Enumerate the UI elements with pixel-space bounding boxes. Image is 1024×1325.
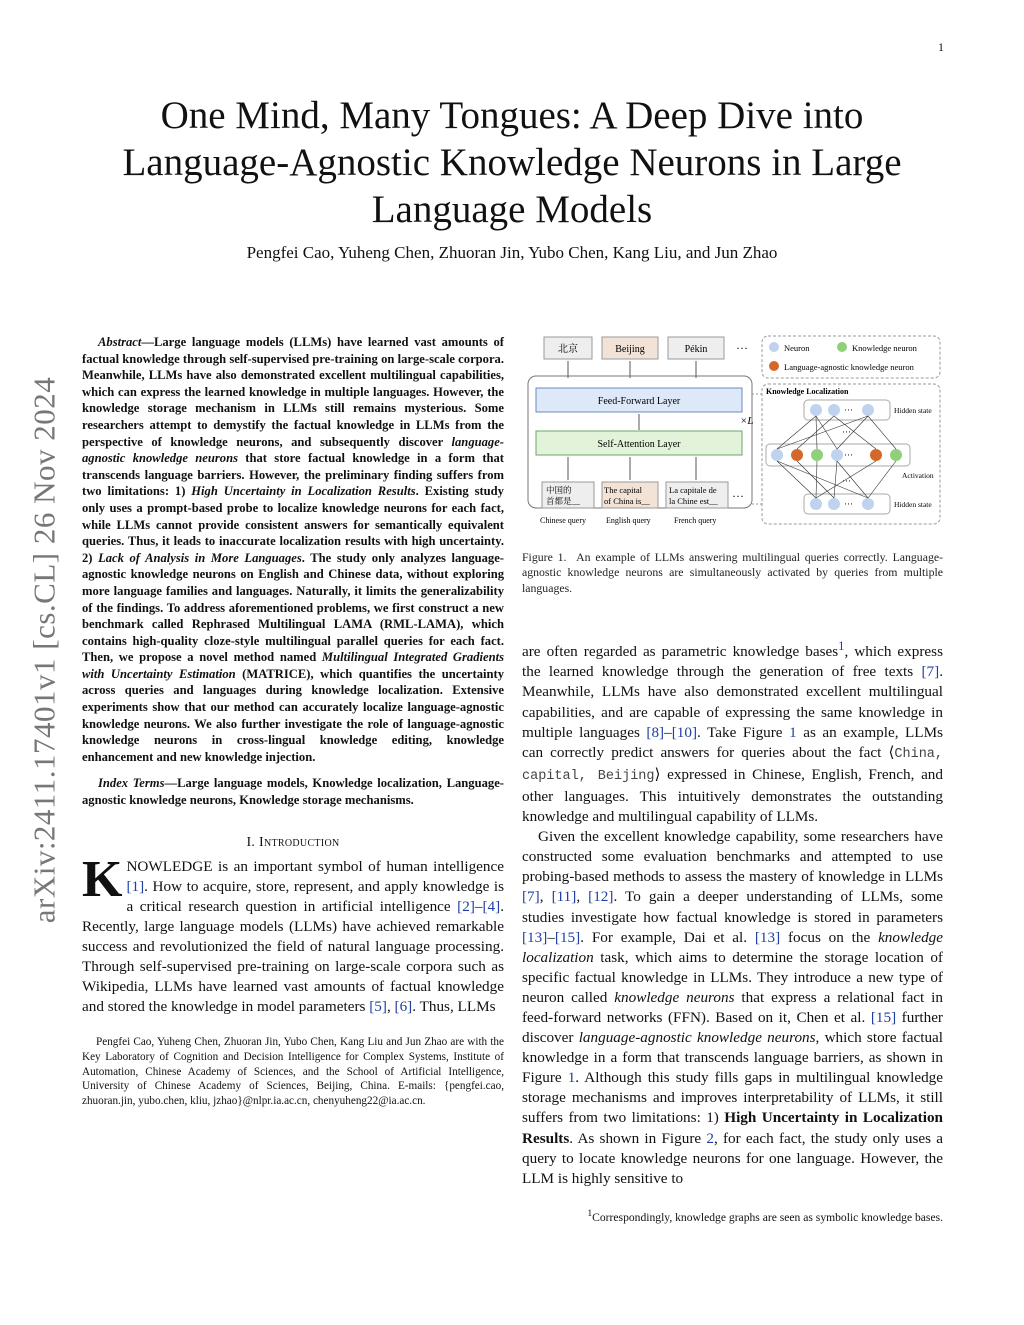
body-text: focus on the <box>780 928 879 946</box>
body-text: that express a relational fact in feed-forward networks (FFN). Based on it, Chen et al. <box>522 988 943 1026</box>
neuron <box>862 404 874 416</box>
body-text: as an example, LLMs can correctly predict answers for queries about the fact ⟨ <box>522 723 943 761</box>
section-number: I. <box>246 834 260 850</box>
abstract-emph: High Uncertainty in Localization Results <box>191 484 416 499</box>
body-text: . To gain a deeper understanding of LLMs, some studies investigate how factual knowledge is stored in parameters <box>522 888 944 926</box>
intro-text: – <box>474 897 483 915</box>
citation-link[interactable]: [11] <box>551 888 577 906</box>
agnostic-neuron <box>870 449 882 461</box>
neuron <box>828 498 840 510</box>
legend-label: Language-agnostic knowledge neuron <box>784 362 914 372</box>
body-bold: High Uncertainty in Localization Results <box>522 1109 943 1147</box>
citation-link[interactable]: [15] <box>554 928 581 946</box>
body-text: , which store factual knowledge in a form that transcends language barriers, as shown in Figure <box>522 1029 944 1087</box>
abstract-emph: Multilingual Integrated Gradients with Uncertainty Estimation <box>82 650 504 681</box>
body-text: . For example, Dai et al. <box>580 928 755 946</box>
attn-label: Self-Attention Layer <box>597 439 681 450</box>
footnote <box>522 1205 943 1225</box>
index-terms-label: Index Terms <box>98 776 165 791</box>
method-acronym: MATRICE <box>246 666 307 681</box>
page-number: 1 <box>938 40 944 54</box>
body-emph: knowledge neurons <box>614 988 735 1006</box>
body-text: task, which aims to determine the storage location of specific factual knowledge in LLMs. They introduce a new type of neuron called <box>522 948 943 1006</box>
input-text: 中国的 <box>546 485 572 495</box>
query-label: French query <box>674 516 717 525</box>
knowledge-neuron <box>811 449 823 461</box>
localization-title: Knowledge Localization <box>766 387 849 396</box>
author-list: Pengfei Cao, Yuheng Chen, Zhuoran Jin, Yubo Chen, Kang Liu, and Jun Zhao <box>246 243 778 262</box>
citation-link[interactable]: [15] <box>870 1008 897 1026</box>
output-label: 北京 <box>558 344 578 355</box>
body-text: further discover <box>522 1008 943 1047</box>
knowledge-legend-dot <box>837 342 847 352</box>
abstract-text: that store factual knowledge in a form that transcends language barriers. However, the preliminary finding suffers from two limitations: 1) <box>82 451 505 499</box>
citation-link[interactable]: [12] <box>588 888 614 906</box>
intro-text: , <box>386 998 395 1016</box>
neuron-legend-dot <box>769 342 779 352</box>
legend-label: Knowledge neuron <box>852 343 917 353</box>
ellipsis: ··· <box>736 341 748 355</box>
body-text: . Although this study fills gaps in multilingual knowledge storage mechanisms and improves interpretability of LLMs, it still suffers from two limitations: 1) <box>522 1069 943 1127</box>
index-terms <box>82 775 504 808</box>
figure-ref-link[interactable]: 1 <box>567 1069 576 1087</box>
hidden-state-label: Hidden state <box>894 406 932 415</box>
caption-text: An example of LLMs answering multilingual queries correctly. Language-agnostic knowledge neurons are simultaneously activated by queries from multiple languages. <box>522 550 944 595</box>
input-text: La capitale de <box>669 485 717 495</box>
abstract-emph: language-agnostic knowledge neurons <box>82 434 504 466</box>
intro-paragraph <box>82 850 504 1018</box>
body-emph: language-agnostic knowledge neurons <box>578 1029 816 1047</box>
citation-link[interactable]: [13] <box>754 928 781 946</box>
figure-1 <box>522 334 943 534</box>
knowledge-neuron <box>890 449 902 461</box>
ffn-label: Feed-Forward Layer <box>597 396 681 407</box>
caption-label: Figure 1. <box>522 550 567 564</box>
body-text: , <box>576 888 589 906</box>
body-text: , <box>539 888 552 906</box>
footnote-number: 1 <box>587 1207 593 1219</box>
fact-triple: China, capital, Beijing <box>522 746 943 784</box>
left-column <box>82 334 504 1108</box>
citation-link[interactable]: [7] <box>522 888 540 906</box>
paragraph <box>522 827 943 1189</box>
citation-link[interactable]: [4] <box>482 897 501 915</box>
abstract-label: Abstract <box>98 335 142 349</box>
affiliation-footnote: Pengfei Cao, Yuheng Chen, Zhuoran Jin, Yubo Chen, Kang Liu and Jun Zhao are with the Key Laboratory of Cognition and Decision Intelligence for Complex Systems, Institute of Automation, Chinese Academy of Sciences, and the School of Artificial Intelligence, University of Chinese Academy of Sciences, Beijing, China. E-mails: {pengfei.cao, zhuoran.jin, yubo.chen, kliu, jzhao}@nlpr.ia.ac.cn, chenyuheng22@ia.ac.cn. <box>82 1036 504 1107</box>
arxiv-stamp-text: arXiv:2411.17401v1 [cs.CL] 26 Nov 2024 <box>26 376 62 924</box>
legend-label: Neuron <box>784 343 810 353</box>
right-body <box>522 636 943 1189</box>
body-text: ⟩ expressed in Chinese, English, French, and other languages. This intuitively demonstrates the outstanding knowledge and multilingual capability of LLMs. <box>522 765 943 826</box>
citation-link[interactable]: [13] <box>522 928 548 946</box>
footnote-text: Correspondingly, knowledge graphs are seen as symbolic knowledge bases. <box>592 1210 943 1224</box>
citation-link[interactable]: [5] <box>369 998 387 1016</box>
activation-label: Activation <box>902 471 934 480</box>
intro-text: . How to acquire, store, represent, and apply knowledge is a critical research question in artificial intelligence <box>126 877 504 915</box>
intro-text: . Thus, LLMs <box>412 998 496 1016</box>
body-text: , for each fact, the study only uses a query to locate knowledge neurons for one language. However, the LLM is highly sensitive to <box>522 1129 943 1187</box>
abstract-text: ( <box>235 666 247 681</box>
arxiv-stamp <box>28 350 60 950</box>
drop-cap: K <box>82 850 123 908</box>
section-title: Introduction <box>259 834 340 850</box>
figure-ref-link[interactable]: 1 <box>789 723 797 741</box>
agnostic-neuron <box>791 449 803 461</box>
body-text: Given the excellent knowledge capability, some researchers have constructed some evaluation benchmarks and attempted to use probing-based methods to assess the mastery of knowledge in LLMs <box>522 828 943 886</box>
layer-multiplier: ×L <box>740 415 754 427</box>
query-label: English query <box>606 516 651 525</box>
right-column <box>522 334 943 1225</box>
footnote-mark[interactable]: 1 <box>838 639 845 654</box>
ellipsis: ··· <box>844 450 853 460</box>
ellipsis: ··· <box>842 427 851 437</box>
ellipsis: ··· <box>732 489 744 503</box>
neuron <box>831 449 843 461</box>
neuron <box>810 498 822 510</box>
paragraph <box>522 636 943 827</box>
abstract-text: —Large language models (LLMs) have learned vast amounts of factual knowledge through self-supervised pre-training on large-scale corpora. Meanwhile, LLMs have also demonstrated excellent multilingual capabilities, which can express the learned knowledge in multiple languages. However, the knowledge storage mechanism in LLMs still remains mysterious. Some researchers attempt to demystify the factual knowledge in LLMs from the perspective of knowledge neurons, and subsequently discover <box>82 335 504 449</box>
ellipsis: ··· <box>844 405 853 415</box>
intro-text: NOWLEDGE is an important symbol of human intelligence <box>126 857 504 875</box>
intro-text: . Recently, large language models (LLMs) have achieved remarkable success and revolutionized the field of natural language processing. Through self-supervised pre-training on large-scale corpora such as Wikipedia, LLMs have learned vast amounts of factual knowledge and stored the knowledge in model parameters <box>82 897 504 1016</box>
query-label: Chinese query <box>540 516 586 525</box>
abstract-emph: Lack of Analysis in More Languages <box>98 550 302 565</box>
neuron <box>828 404 840 416</box>
neuron <box>862 498 874 510</box>
figure-ref-link[interactable]: 2 <box>706 1129 714 1147</box>
input-text: The capital <box>604 485 642 495</box>
figure-caption <box>522 550 943 596</box>
agnostic-legend-dot <box>769 361 779 371</box>
hidden-state-label: Hidden state <box>894 500 932 509</box>
citation-link[interactable]: [6] <box>394 998 413 1016</box>
abstract-text: ), which quantifies the uncertainty across queries and languages during knowledge localization. Extensive experiments show that our method can accurately localize language-agnostic knowledge neurons. We also further investigate the role of language-agnostic knowledge neurons in cross-lingual knowledge editing, knowledge enhancement and new knowledge injection. <box>82 666 504 764</box>
citation-link[interactable]: [2] <box>457 897 475 915</box>
ellipsis: ··· <box>842 476 851 486</box>
neuron <box>771 449 783 461</box>
paper-title: One Mind, Many Tongues: A Deep Dive into Language-Agnostic Knowledge Neurons in Large Language Models <box>122 94 902 231</box>
body-text: are often regarded as parametric knowledge bases <box>522 643 839 661</box>
body-text: . As shown in Figure <box>569 1129 707 1147</box>
input-text: 首都是__ <box>546 496 581 506</box>
citation-link[interactable]: [7] <box>921 663 940 681</box>
input-text: la Chine est__ <box>669 496 718 506</box>
abstract <box>82 334 504 765</box>
abstract-text: . The study only analyzes language-agnostic knowledge neurons on English and Chinese data, without exploring more language families and languages. Naturally, it limits the generalizability of the findings. To address aforementioned problems, we first construct a new benchmark called Rephrased Multilingual LAMA (RML-LAMA), which contains high-quality cloze-style multilingual parallel queries for each fact. Then, we propose a novel method named <box>82 550 504 665</box>
index-terms-text: —Large language models, Knowledge localization, Language-agnostic knowledge neurons, Knowledge storage mechanisms. <box>82 776 504 808</box>
ellipsis: ··· <box>844 499 853 509</box>
body-emph: knowledge localization <box>522 928 944 966</box>
citation-link[interactable]: [1] <box>126 877 145 895</box>
citation-link[interactable]: [8] <box>646 723 665 741</box>
body-text: – <box>664 723 672 741</box>
citation-link[interactable]: [10] <box>671 723 698 741</box>
body-text: . Meanwhile, LLMs have also demonstrated excellent multilingual capabilities, and are capable of expressing the same knowledge in multiple languages <box>522 663 943 741</box>
output-label: Pékin <box>684 344 708 355</box>
body-text: – <box>547 928 555 946</box>
output-label: Beijing <box>615 344 645 355</box>
section-heading <box>82 835 504 851</box>
input-text: of China is__ <box>604 496 650 506</box>
body-text: . Take Figure <box>697 723 790 741</box>
body-text: , which express the learned knowledge through the generation of free texts <box>522 643 943 681</box>
neuron <box>810 404 822 416</box>
abstract-text: . Existing study only uses a prompt-based probe to localize knowledge neurons for each fact, while LLMs cannot provide consistent answers for semantically equivalent queries. Thus, it leads to inaccurate localization results with high uncertainty. 2) <box>82 484 504 565</box>
figure-1-diagram <box>522 334 943 534</box>
